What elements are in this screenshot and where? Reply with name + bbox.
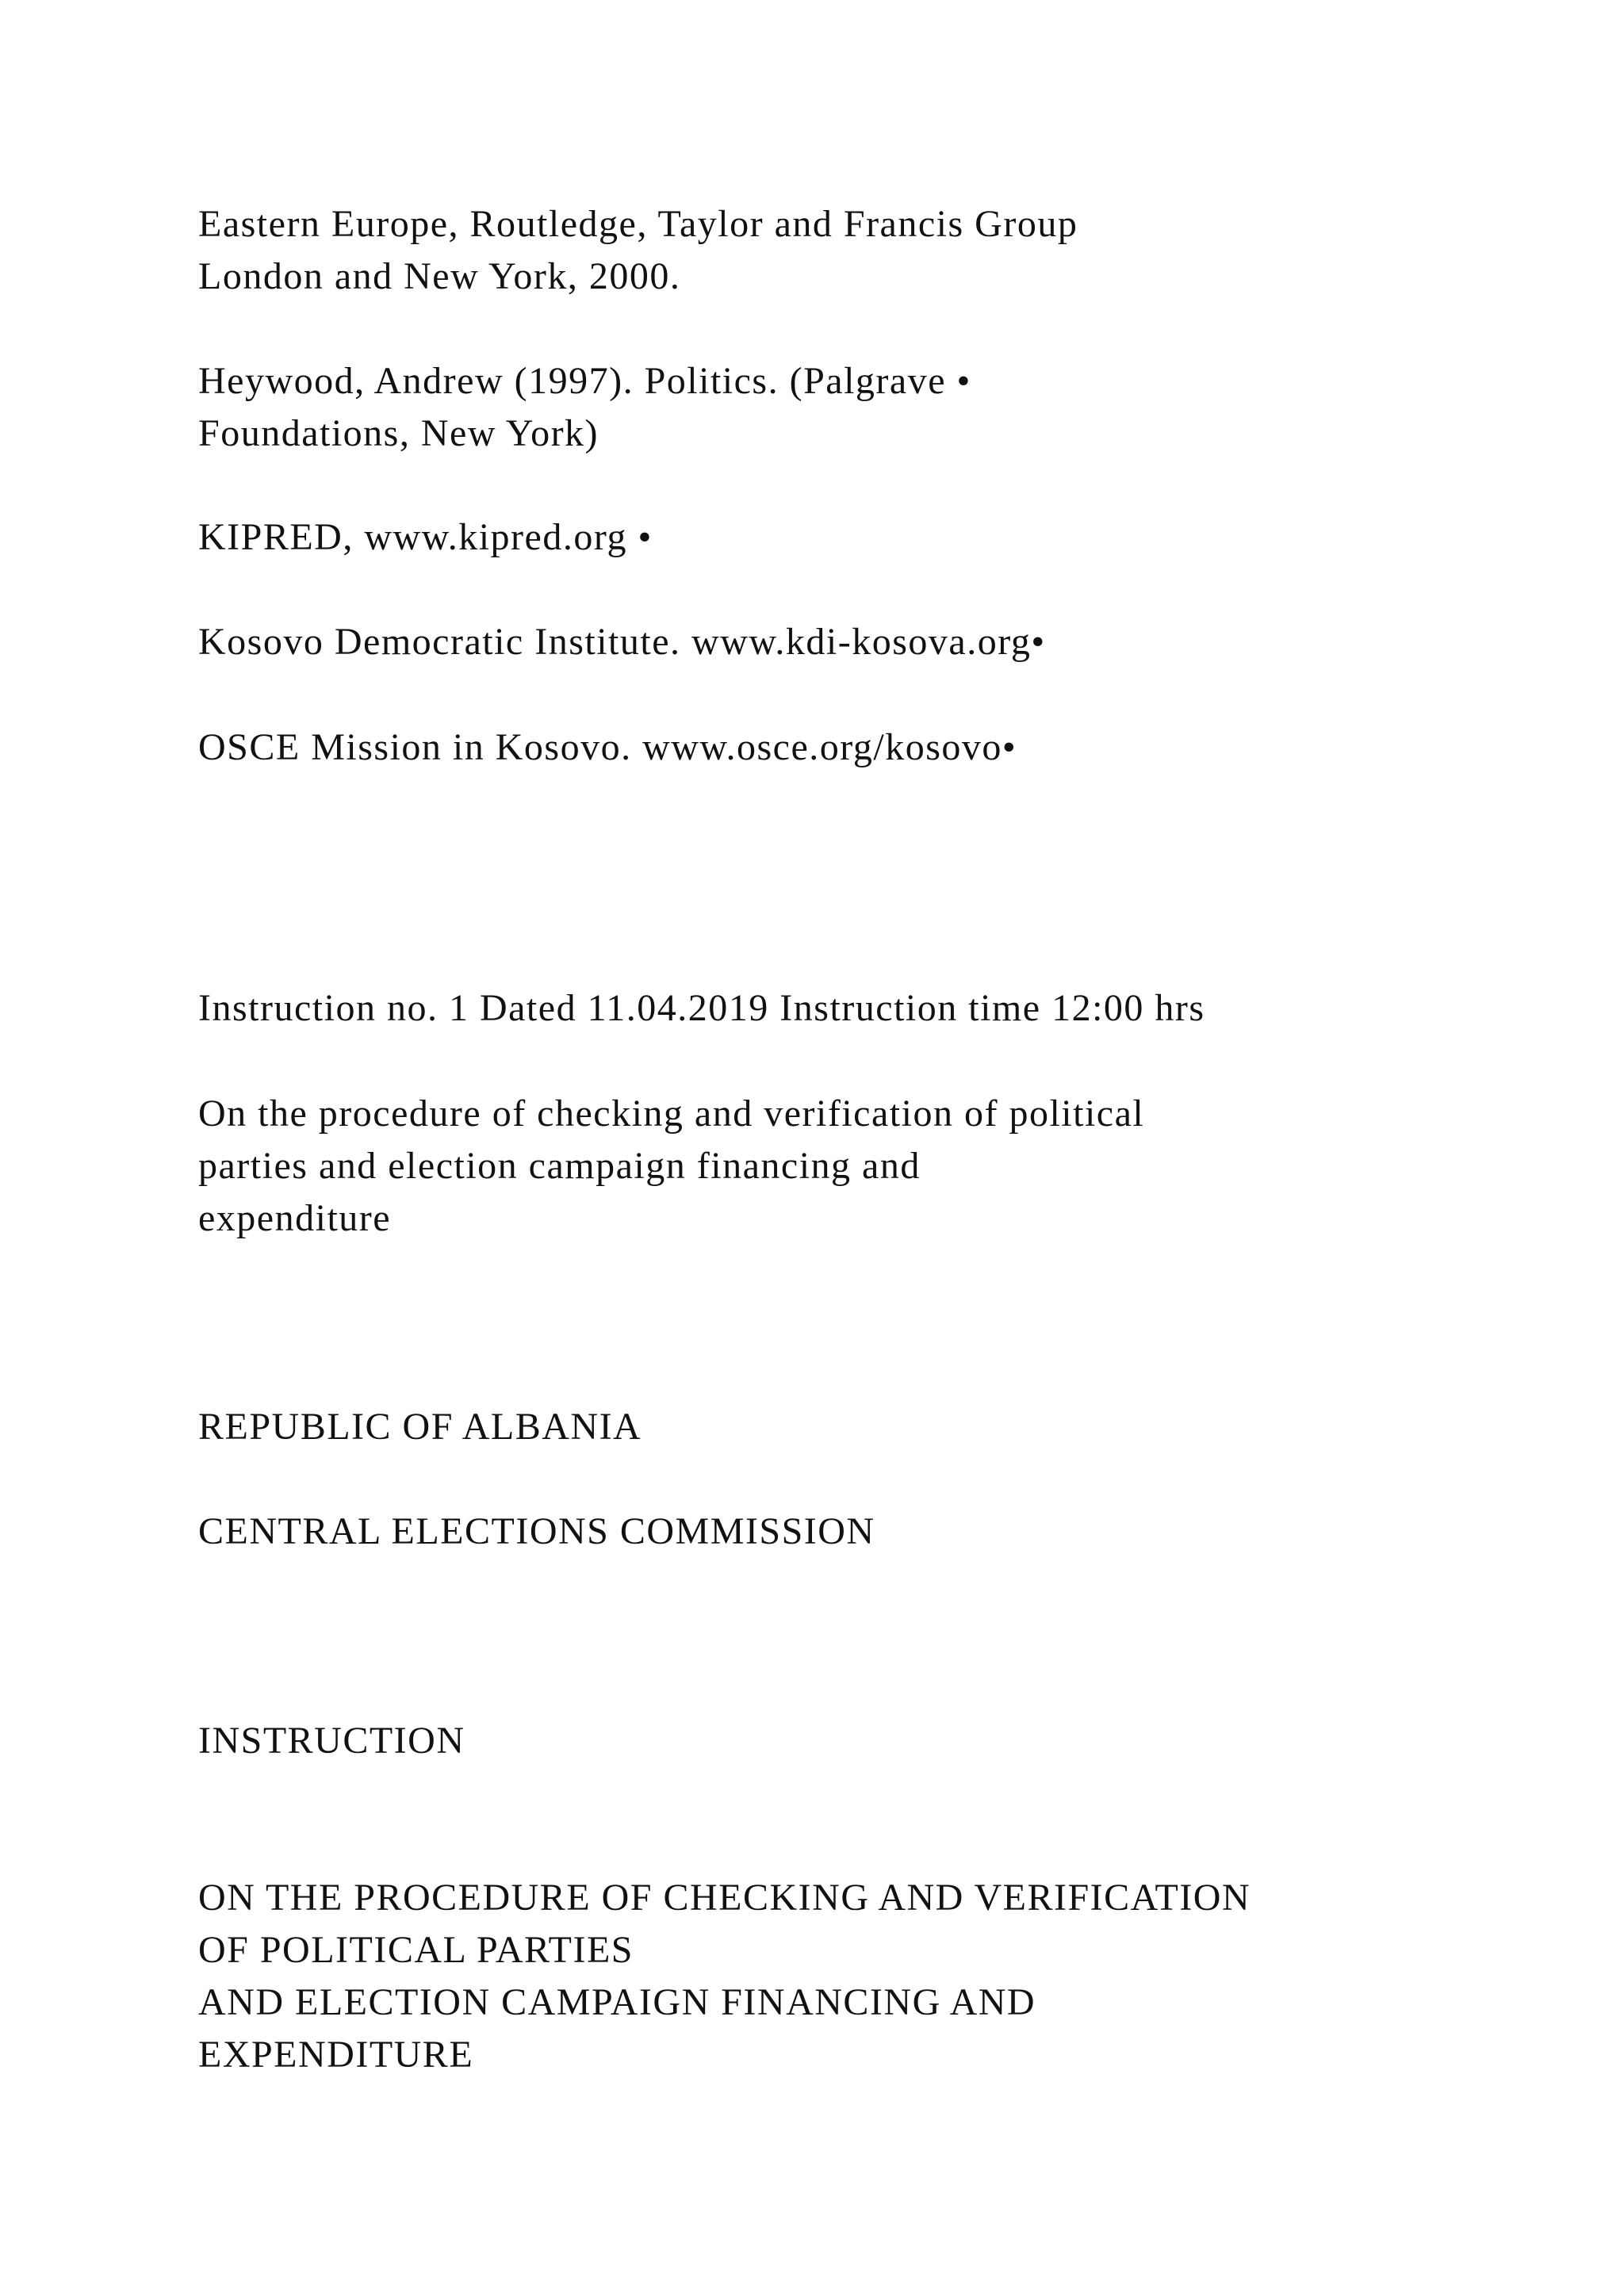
reference-1-line-1: Eastern Europe, Routledge, Taylor and Francis Group xyxy=(198,203,1078,245)
subject-line-1: On the procedure of checking and verification of political xyxy=(198,1093,1145,1135)
document-title xyxy=(198,1872,1546,2081)
commission-name: CENTRAL ELECTIONS COMMISSION xyxy=(198,1510,875,1552)
instruction-meta xyxy=(198,982,1546,1035)
reference-2-line-1: Heywood, Andrew (1997). Politics. (Palgrave • xyxy=(198,360,971,402)
commission-heading xyxy=(198,1506,1546,1558)
reference-5 xyxy=(198,721,1546,774)
instruction-subject xyxy=(198,1088,1546,1245)
reference-4-line-1: Kosovo Democratic Institute. www.kdi-kosova.org• xyxy=(198,621,1046,663)
document-title-line-2: OF POLITICAL PARTIES xyxy=(198,1929,634,1971)
document-type: INSTRUCTION xyxy=(198,1720,465,1762)
country-heading xyxy=(198,1401,1546,1453)
document-type-heading xyxy=(198,1715,1546,1767)
country-name: REPUBLIC OF ALBANIA xyxy=(198,1406,642,1448)
instruction-meta-line: Instruction no. 1 Dated 11.04.2019 Instruction time 12:00 hrs xyxy=(198,987,1205,1029)
reference-1 xyxy=(198,198,1546,303)
reference-1-line-2: London and New York, 2000. xyxy=(198,255,681,297)
reference-4 xyxy=(198,616,1546,668)
reference-2-line-2: Foundations, New York) xyxy=(198,412,599,454)
reference-3-line-1: KIPRED, www.kipred.org • xyxy=(198,516,653,558)
subject-line-3: expenditure xyxy=(198,1197,392,1239)
document-title-line-3: AND ELECTION CAMPAIGN FINANCING AND xyxy=(198,1981,1036,2023)
document-title-line-1: ON THE PROCEDURE OF CHECKING AND VERIFICATION xyxy=(198,1877,1251,1919)
subject-line-2: parties and election campaign financing and xyxy=(198,1145,921,1187)
document-title-line-4: EXPENDITURE xyxy=(198,2034,474,2076)
reference-3 xyxy=(198,511,1546,564)
reference-2 xyxy=(198,355,1546,460)
reference-5-line-1: OSCE Mission in Kosovo. www.osce.org/kosovo• xyxy=(198,726,1017,768)
